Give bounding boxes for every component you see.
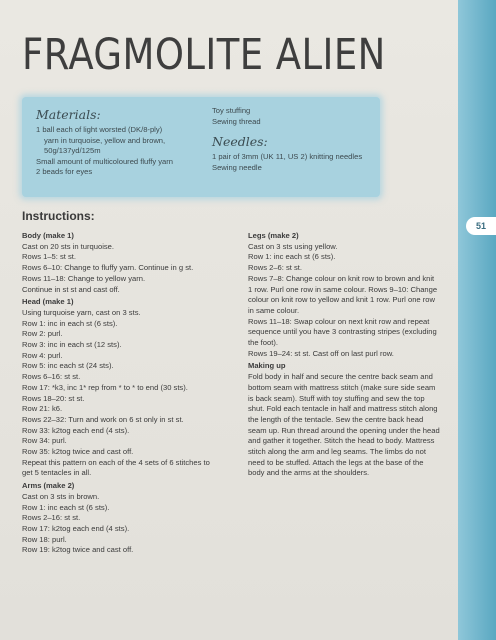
instruction-line: Continue in st st and cast off.	[22, 284, 120, 294]
instruction-line: get 5 tentacles in all.	[22, 468, 92, 478]
materials-list	[36, 107, 208, 178]
needle-item: Sewing needle	[212, 162, 262, 172]
material-item: yarn in turquoise, yellow and brown,	[44, 135, 166, 145]
instruction-line: seam up. Run thread around the opening under the head	[248, 425, 440, 435]
instruction-line: Repeat this pattern on each of the 4 sets of 6 stitches to	[22, 457, 210, 467]
instruction-line: Rows 2–6: st st.	[248, 263, 303, 273]
instruction-line: Row 1: inc each st (6 sts).	[22, 502, 110, 512]
instruction-line: Row 2: purl.	[22, 329, 63, 339]
instructions-column-right	[248, 231, 444, 479]
instruction-line: Row 21: k6.	[22, 404, 63, 414]
instruction-line: Fold body in half and secure the centre back seam and	[248, 372, 433, 382]
material-item: Small amount of multicoloured fluffy yarn	[36, 156, 174, 166]
material-item: 1 ball each of light worsted (DK/8-ply)	[36, 125, 163, 134]
instruction-line: Row 18: purl.	[22, 534, 67, 544]
needles-heading: Needles:	[212, 134, 268, 150]
instruction-line: Rows 1–5: st st.	[22, 252, 77, 262]
instruction-line: Row 3: inc in each st (12 sts).	[22, 340, 122, 350]
page-title: FRAGMOLITE ALIEN	[22, 30, 386, 80]
instruction-line: in same colour.	[248, 305, 300, 315]
instruction-line: Rows 11–18: Swap colour on next knit row and repeat	[248, 316, 430, 326]
page-edge-tab	[458, 0, 496, 640]
instruction-line: bottom seam with mattress stitch (make sure side seam	[248, 382, 436, 392]
instruction-line: Row 34: purl.	[22, 436, 67, 446]
instruction-line: sequence until you have 3 contrasting stripes (excluding	[248, 327, 437, 337]
instruction-line: Row 17: k2tog each end (4 sts).	[22, 523, 130, 533]
instruction-line: the foot).	[248, 338, 278, 348]
instruction-line: Cast on 3 sts in brown.	[22, 491, 100, 501]
material-item: Toy stuffing	[212, 106, 251, 115]
instruction-line: Rows 18–20: st st.	[22, 393, 85, 403]
material-item: 50g/137yd/125m	[44, 146, 101, 156]
section-heading-making-up: Making up	[248, 361, 286, 371]
instruction-line: Rows 2–16: st st.	[22, 513, 81, 523]
instructions-heading: Instructions:	[22, 209, 95, 223]
instruction-line: Row 5: inc each st (24 sts).	[22, 361, 114, 371]
instruction-line: Row 19: k2tog twice and cast off.	[22, 545, 134, 555]
section-heading-legs: Legs (make 2)	[248, 231, 299, 240]
instruction-line: stitch along the arm and leg seams. The limbs do not	[248, 447, 426, 457]
instruction-line: Rows 6–10: Change to fluffy yarn. Continue in g st.	[22, 263, 194, 273]
instruction-line: Row 1: inc each st (6 sts).	[248, 252, 336, 262]
material-item: 2 beads for eyes	[36, 167, 93, 177]
instruction-line: Rows 19–24: st st. Cast off on last purl row.	[248, 348, 394, 358]
instruction-line: Rows 6–16: st st.	[22, 372, 81, 382]
material-item: Sewing thread	[212, 116, 261, 126]
instruction-line: Row 17: *k3, inc 1* rep from * to * to end (30 sts).	[22, 382, 188, 392]
instruction-line: Row 35: k2tog twice and cast off.	[22, 447, 134, 457]
instruction-line: shut. Fold each tentacle in half and mattress stitch along	[248, 404, 438, 414]
instruction-line: 1 row. Purl one row in same colour. Rows 9–10: Change	[248, 284, 438, 294]
instruction-line: Rows 22–32: Turn and work on 6 st only in st st.	[22, 414, 184, 424]
instruction-line: Using turquoise yarn, cast on 3 sts.	[22, 307, 141, 317]
instruction-line: Row 1: inc in each st (6 sts).	[22, 318, 118, 328]
section-heading-arms: Arms (make 2)	[22, 481, 75, 491]
instruction-line: Row 33: k2tog each end (4 sts).	[22, 425, 130, 435]
instruction-line: Cast on 3 sts using yellow.	[248, 241, 338, 251]
instruction-line: colour on knit row to yellow and knit 1 row. Purl one row	[248, 295, 435, 305]
materials-heading: Materials:	[36, 107, 101, 122]
instruction-line: Cast on 20 sts in turquoise.	[22, 241, 115, 251]
page-number: 51	[466, 217, 496, 235]
instruction-line: Row 4: purl.	[22, 350, 63, 360]
materials-list-right	[212, 106, 382, 173]
instruction-line: Rows 7–8: Change colour on knit row to brown and knit	[248, 273, 435, 283]
instruction-line: the length of the tentacle. Sew the centre back head	[248, 414, 424, 424]
instruction-line: body and the arms at the shoulders.	[248, 468, 370, 478]
instruction-line: need to be stuffed. Attach the legs at the base of the	[248, 457, 424, 467]
instruction-line: is back seam). Stuff with toy stuffing and sew the top	[248, 393, 425, 403]
section-heading-body: Body (make 1)	[22, 231, 74, 240]
instruction-line: Rows 11–18: Change to yellow yarn.	[22, 273, 146, 283]
instructions-column-left	[22, 231, 232, 556]
needle-item: 1 pair of 3mm (UK 11, US 2) knitting needles	[212, 152, 363, 162]
section-heading-head: Head (make 1)	[22, 297, 74, 307]
instruction-line: and gather it together. Stitch the head to body. Mattress	[248, 436, 435, 446]
